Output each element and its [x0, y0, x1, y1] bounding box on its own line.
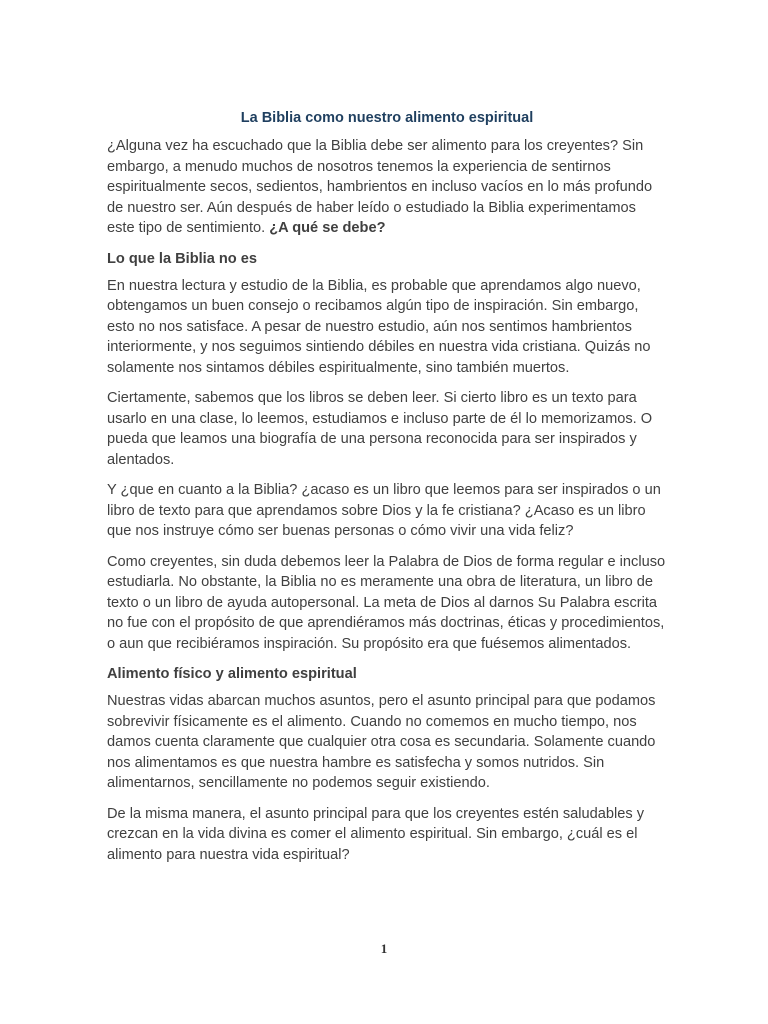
section-heading-alimento-fisico: Alimento físico y alimento espiritual — [107, 666, 357, 682]
intro-emphasis: ¿A qué se debe? — [269, 220, 386, 236]
document-page — [107, 108, 667, 875]
paragraph: Nuestras vidas abarcan muchos asuntos, pero el asunto principal para que podamos sobrevivir físicamente es el alimento. Cuando no comemos en mucho tiempo, nos damos cuenta claramente que cualquier otra cosa es secundaria. Solamente cuando nos alimentamos es que nuestra hambre es satisfecha y somos nutridos. Sin alimentarnos, sencillamente no podemos seguir existiendo. — [107, 693, 656, 791]
section-heading-lo-que-la-biblia-no-es: Lo que la Biblia no es — [107, 250, 258, 267]
paragraph: Como creyentes, sin duda debemos leer la Palabra de Dios de forma regular e incluso estudiarla. No obstante, la Biblia no es meramente una obra de literatura, un libro de texto o un libro de ayuda autopersonal. La meta de Dios al darnos Su Palabra escrita no fue con el propósito de que aprendiéramos más doctrinas, éticas y procedimientos, o aun que recibiéramos inspiración. Su propósito era que fuésemos alimentados. — [107, 553, 666, 652]
paragraph: Y ¿que en cuanto a la Biblia? ¿acaso es un libro que leemos para ser inspirados o un libro de texto para que aprendamos sobre Dios y la fe cristiana? ¿Acaso es un libro que nos instruye cómo ser buenas personas o cómo vivir una vida feliz? — [107, 482, 661, 539]
page-number: 1 — [380, 941, 388, 956]
paragraph: En nuestra lectura y estudio de la Biblia, es probable que aprendamos algo nuevo, obtengamos un buen consejo o recibamos algún tipo de inspiración. Sin embargo, esto no nos satisface. A pesar de nuestro estudio, aún nos sentimos hambrientos interiormente, y nos seguimos sintiendo débiles en nuestra vida cristiana. Quizás no solamente nos sintamos débiles espiritualmente, sino también muertos. — [107, 277, 651, 376]
intro-paragraph — [107, 136, 667, 239]
intro-text: ¿Alguna vez ha escuchado que la Biblia debe ser alimento para los creyentes? Sin embargo, a menudo muchos de nosotros tenemos la experiencia de sentirnos espiritualmente secos, sedientos, hambrientos en incluso vacíos en lo más profundo de nuestro ser. Aún después de haber leído o estudiado la Biblia experimentamos este tipo de sentimiento. — [107, 138, 653, 236]
document-title: La Biblia como nuestro alimento espiritual — [240, 110, 534, 126]
paragraph: De la misma manera, el asunto principal para que los creyentes estén saludables y crezcan en la vida divina es comer el alimento espiritual. Sin embargo, ¿cuál es el alimento para nuestra vida espiritual? — [107, 805, 645, 863]
paragraph: Ciertamente, sabemos que los libros se deben leer. Si cierto libro es un texto para usarlo en una clase, lo leemos, estudiamos e incluso parte de él lo memorizamos. O pueda que leamos una biografía de una persona reconocida para ser inspirados y alentados. — [107, 390, 653, 468]
